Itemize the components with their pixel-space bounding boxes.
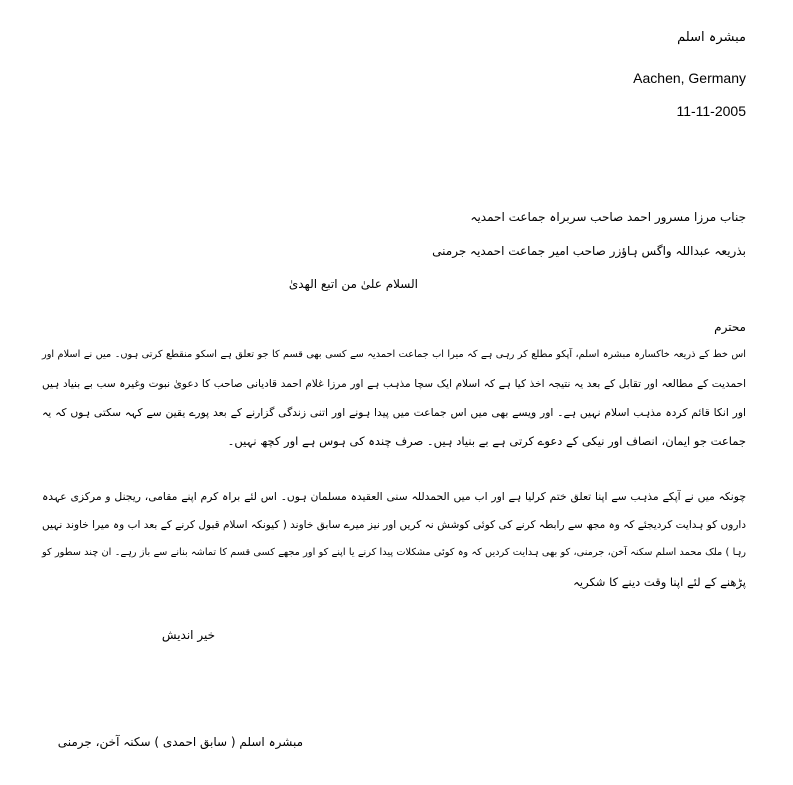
greeting: محترم — [714, 320, 746, 334]
recipient-line-2: بذریعہ عبداللہ واگس ہاؤزر صاحب امیر جماعت احمدیہ جرمنی — [432, 244, 746, 258]
paragraph-2-line-3: رہا ) ملک محمد اسلم سکنہ آخن، جرمنی، کو بھی ہدایت کردیں کہ وہ کوئی مشکلات پیدا کرنے یا اپنے کو اور مجھے کسی قسم کا تماشہ بنانے سے باز رہے۔ ان چند سطور کو — [42, 547, 746, 558]
letter-date: 11-11-2005 — [676, 103, 746, 119]
paragraph-1-line-4: جماعت جو ایمان، انصاف اور نیکی کے دعوے کرتی ہے بے بنیاد ہیں۔ صرف چندہ کی ہوس ہے اور کچھ نہیں۔ — [227, 434, 746, 448]
paragraph-2-line-4: پڑھنے کے لئے اپنا وقت دینے کا شکریہ — [573, 575, 746, 589]
paragraph-2-line-1: چونکہ میں نے آپکے مذہب سے اپنا تعلق ختم کرلیا ہے اور اب میں الحمدللہ سنی العقیدہ مسلمان ہوں۔ اس لئے براہ کرم اپنے مقامی، ریجنل و مرکزی عہدہ — [42, 490, 746, 503]
recipient-line-1: جناب مرزا مسرور احمد صاحب سربراہ جماعت احمدیہ — [470, 210, 746, 224]
sender-city: Aachen, Germany — [633, 70, 746, 86]
closing: خیر اندیش — [161, 628, 215, 642]
signature: مبشرہ اسلم ( سابق احمدی ) سکنہ آخن، جرمنی — [57, 735, 303, 749]
paragraph-1-line-2: احمدیت کے مطالعہ اور تقابل کے بعد یہ نتیجہ اخذ کیا ہے کہ اسلام ایک سچا مذہب ہے اور مرزا غلام احمد قادیانی صاحب کا دعویٰ نبوت وغیرہ سب بے بنیاد ہیں — [42, 378, 746, 390]
paragraph-1-line-1: اس خط کے ذریعہ خاکسارہ مبشرہ اسلم، آپکو مطلع کر رہی ہے کہ میرا اب جماعت احمدیہ سے کسی بھی قسم کا جو تعلق ہے اسکو منقطع کرتی ہوں۔ میں نے اسلام اور — [42, 349, 746, 360]
paragraph-1-line-3: اور انکا قائم کردہ مذہب اسلام نہیں ہے۔ اور ویسے بھی میں اس جماعت میں پیدا ہونے اور اتنی زندگی گزارنے کے بعد پورے یقین سے کہہ سکتی ہوں کہ یہ — [42, 406, 746, 419]
sender-name: مبشرہ اسلم — [677, 30, 746, 45]
paragraph-2-line-2: داروں کو ہدایت کردیجئے کہ وہ مجھ سے رابطہ کرنے کی کوئی کوشش نہ کریں اور نیز میرے سابق خاوند ( کیونکہ اسلام قبول کرنے کے بعد اب وہ میرا خاوند نہیں — [42, 519, 746, 531]
salutation: السلام علیٰ من اتبع الھدیٰ — [288, 277, 418, 291]
